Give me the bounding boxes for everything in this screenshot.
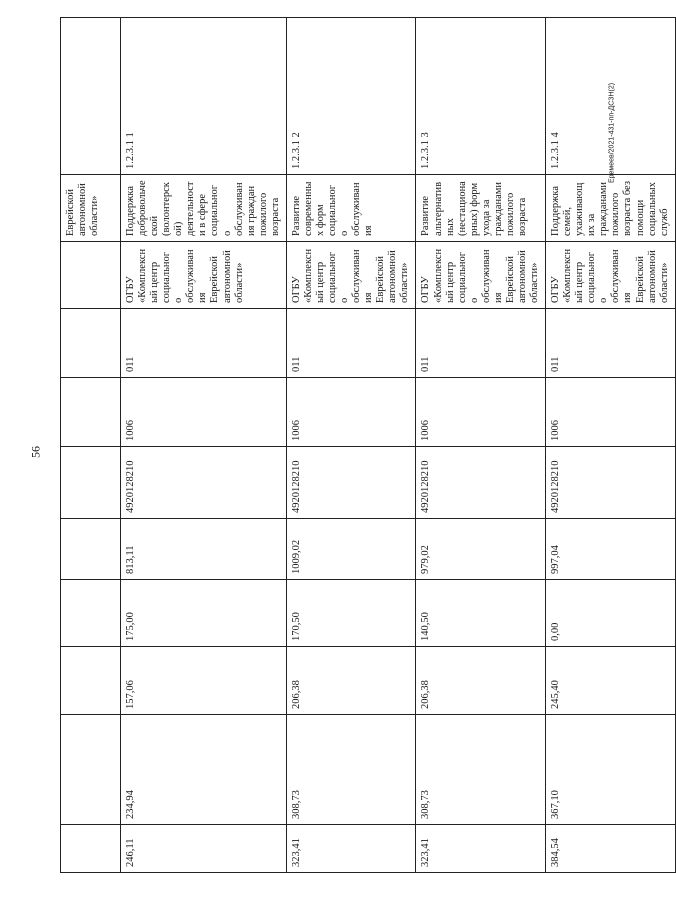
code-cell: 1.2.3.1 1 [121, 18, 287, 175]
value-2023-cell: 206,38 [286, 647, 416, 715]
table-row [286, 18, 416, 873]
page-number: 56 [28, 446, 43, 458]
empty-cell [61, 447, 121, 519]
document-code: Еремеев/2021-431-пп-ДСЗН(2) [608, 82, 616, 184]
grbs-cell: 011 [416, 309, 546, 378]
value-2022-cell: 170,50 [286, 580, 416, 647]
table-header-continuation-row [61, 18, 121, 873]
executor-cell: ОГБУ «Комплексный центр социального обслуживания Еврейской автономной области» [546, 242, 676, 309]
value-2025-cell: 323,41 [286, 825, 416, 873]
value-total-cell: 997,04 [546, 519, 676, 580]
empty-cell [61, 519, 121, 580]
table-row [546, 18, 676, 873]
value-2023-cell: 157,06 [121, 647, 287, 715]
executor-continuation-cell: Еврейской автономной области» [61, 175, 121, 242]
value-total-cell: 979,02 [416, 519, 546, 580]
table-row [416, 18, 546, 873]
value-2022-cell: 175,00 [121, 580, 287, 647]
executor-cell: ОГБУ «Комплексный центр социального обслуживания Еврейской автономной области» [416, 242, 546, 309]
executor-cell: ОГБУ «Комплексный центр социального обслуживания Еврейской автономной области» [286, 242, 416, 309]
csr-cell: 4920128210 [121, 447, 287, 519]
code-cell: 1.2.3.1 2 [286, 18, 416, 175]
grbs-cell: 011 [121, 309, 287, 378]
value-2022-cell: 140,50 [416, 580, 546, 647]
value-2024-cell: 308,73 [286, 715, 416, 825]
rzpr-cell: 1006 [286, 378, 416, 447]
measure-name-cell: Развитие современных форм социального обслуживания [286, 175, 416, 242]
value-2024-cell: 234,94 [121, 715, 287, 825]
empty-cell [61, 309, 121, 378]
measure-name-cell: Развитие альтернативных (нестационарных) форм ухода за гражданами пожилого возраста [416, 175, 546, 242]
code-cell: 1.2.3.1 3 [416, 18, 546, 175]
grbs-cell: 011 [286, 309, 416, 378]
csr-cell: 4920128210 [286, 447, 416, 519]
value-2025-cell: 384,54 [546, 825, 676, 873]
csr-cell: 4920128210 [546, 447, 676, 519]
empty-cell [61, 715, 121, 825]
rzpr-cell: 1006 [416, 378, 546, 447]
value-total-cell: 813,11 [121, 519, 287, 580]
grbs-cell: 011 [546, 309, 676, 378]
value-2025-cell: 246,11 [121, 825, 287, 873]
code-cell: 1.2.3.1 4 [546, 18, 676, 175]
measure-name-cell: Поддержка добровольческой (волонтерской) деятельности в сфере социального обслуживания граждан пожилого возраста [121, 175, 287, 242]
value-2025-cell: 323,41 [416, 825, 546, 873]
rzpr-cell: 1006 [121, 378, 287, 447]
value-2023-cell: 245,40 [546, 647, 676, 715]
value-total-cell: 1009,02 [286, 519, 416, 580]
value-2024-cell: 308,73 [416, 715, 546, 825]
value-2024-cell: 367,10 [546, 715, 676, 825]
empty-cell [61, 18, 121, 175]
value-2022-cell: 0,00 [546, 580, 676, 647]
empty-cell [61, 378, 121, 447]
rzpr-cell: 1006 [546, 378, 676, 447]
table-row [121, 18, 287, 873]
measure-name-cell: Поддержка семей, ухаживающих за гражданами пожилого возраста без помощи социальных служб [546, 175, 676, 242]
csr-cell: 4920128210 [416, 447, 546, 519]
value-2023-cell: 206,38 [416, 647, 546, 715]
empty-cell [61, 242, 121, 309]
empty-cell [61, 580, 121, 647]
empty-cell [61, 825, 121, 873]
executor-cell: ОГБУ «Комплексный центр социального обслуживания Еврейской автономной области» [121, 242, 287, 309]
program-table [60, 17, 676, 873]
empty-cell [61, 647, 121, 715]
